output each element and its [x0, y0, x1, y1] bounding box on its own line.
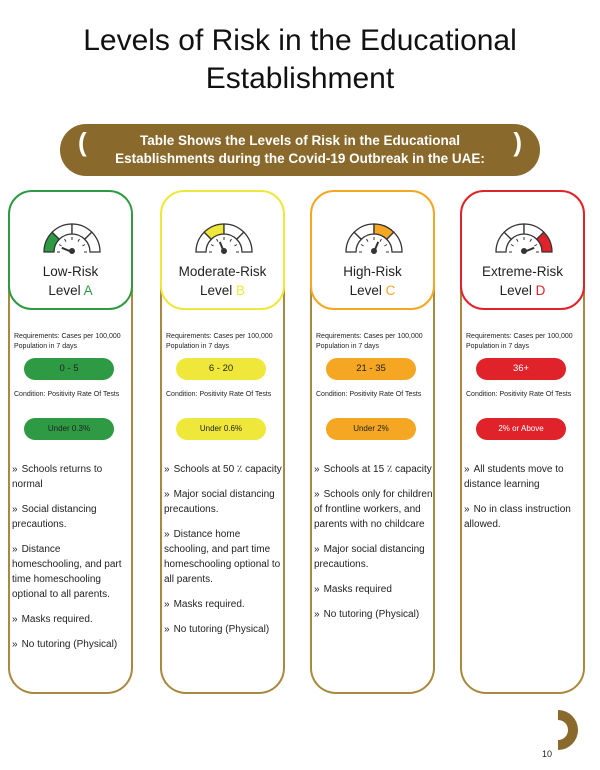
measure-text: No tutoring (Physical)	[21, 639, 118, 650]
measure-text: Major social distancing precautions.	[164, 489, 275, 515]
case-range-pill: 0 - 5	[24, 358, 114, 380]
measure-item	[314, 462, 434, 477]
measure-item	[164, 462, 284, 477]
requirement-label: Requirements: Cases per 100,000 Population in 7 days	[316, 333, 423, 350]
left-bracket-icon: (	[78, 127, 87, 157]
measure-item	[314, 542, 434, 572]
measure-item	[12, 612, 132, 627]
title-line-1: Levels of Risk in the Educational	[83, 24, 517, 57]
level-letter: C	[385, 283, 396, 298]
risk-level-label	[162, 262, 283, 300]
measure-item	[164, 622, 284, 637]
condition-label: Condition: Positivity Rate Of Tests	[466, 391, 572, 398]
measure-item	[12, 462, 132, 492]
condition-label: Condition: Positivity Rate Of Tests	[316, 391, 422, 398]
risk-level-label	[462, 262, 583, 300]
case-range-pill: 21 - 35	[326, 358, 416, 380]
bullet-chevron-icon: »	[314, 544, 320, 555]
bullet-chevron-icon: »	[164, 489, 170, 500]
level-letter: B	[236, 283, 246, 298]
bullet-chevron-icon: »	[12, 614, 18, 625]
risk-level-label	[312, 262, 433, 300]
measures-list	[12, 462, 132, 662]
risk-level-card	[160, 190, 285, 310]
condition-label: Condition: Positivity Rate Of Tests	[14, 391, 120, 398]
risk-level-card	[8, 190, 133, 310]
risk-level-card	[310, 190, 435, 310]
positivity-rate-pill: Under 0.6%	[176, 418, 266, 440]
measure-item	[314, 487, 434, 532]
risk-level-line	[162, 281, 283, 300]
measure-item	[164, 597, 284, 612]
risk-level-card	[460, 190, 585, 310]
bullet-chevron-icon: »	[314, 609, 320, 620]
level-letter: D	[535, 283, 546, 298]
measure-item	[164, 527, 284, 587]
risk-level-line	[462, 281, 583, 300]
measure-item	[314, 582, 434, 597]
condition-label: Condition: Positivity Rate Of Tests	[166, 391, 272, 398]
page-number: 10	[541, 749, 552, 759]
level-word: Level	[48, 283, 81, 298]
positivity-rate-pill: 2% or Above	[476, 418, 566, 440]
title-line-2: Establishment	[205, 62, 395, 95]
risk-level-label	[10, 262, 131, 300]
case-range-pill: 6 - 20	[176, 358, 266, 380]
risk-level-line	[10, 281, 131, 300]
bullet-chevron-icon: »	[164, 529, 170, 540]
measure-text: Major social distancing precautions.	[314, 544, 425, 570]
measure-text: No tutoring (Physical)	[323, 609, 420, 620]
measure-text: Schools at 50 ٪ capacity	[173, 464, 282, 475]
corner-arc-icon	[556, 708, 582, 752]
risk-level-line	[312, 281, 433, 300]
measure-text: Social distancing precautions.	[12, 504, 97, 530]
bullet-chevron-icon: »	[464, 464, 470, 475]
bullet-chevron-icon: »	[164, 599, 170, 610]
measure-text: Masks required.	[21, 614, 93, 625]
bullet-chevron-icon: »	[12, 639, 18, 650]
positivity-rate-pill: Under 0.3%	[24, 418, 114, 440]
measure-text: Schools returns to normal	[12, 464, 103, 490]
speedometer-low-icon	[42, 220, 102, 254]
measure-item	[314, 607, 434, 622]
measures-list	[314, 462, 434, 632]
measure-item	[12, 502, 132, 532]
bullet-chevron-icon: »	[164, 464, 170, 475]
level-word: Level	[499, 283, 532, 298]
case-range-pill: 36+	[476, 358, 566, 380]
speedometer-high-icon	[344, 220, 404, 254]
measure-text: Distance home schooling, and part time homeschooling optional to all parents.	[164, 529, 281, 585]
measure-text: No tutoring (Physical)	[173, 624, 270, 635]
bullet-chevron-icon: »	[164, 624, 170, 635]
page-title	[0, 22, 600, 98]
measure-item	[12, 542, 132, 602]
measure-text: Schools at 15 ٪ capacity	[323, 464, 432, 475]
risk-name: High-Risk	[343, 264, 402, 279]
table-banner	[60, 124, 540, 176]
measure-item	[464, 502, 584, 532]
measure-text: Masks required.	[173, 599, 245, 610]
measure-text: All students move to distance learning	[464, 464, 564, 490]
bullet-chevron-icon: »	[314, 489, 320, 500]
measure-item	[164, 487, 284, 517]
requirement-label: Requirements: Cases per 100,000 Population in 7 days	[466, 333, 573, 350]
risk-name: Low-Risk	[42, 264, 99, 279]
bullet-chevron-icon: »	[12, 464, 18, 475]
measure-item	[464, 462, 584, 492]
right-bracket-icon: )	[513, 127, 522, 157]
bullet-chevron-icon: »	[314, 464, 320, 475]
level-letter: A	[83, 283, 93, 298]
measure-text: Masks required	[323, 584, 392, 595]
bullet-chevron-icon: »	[464, 504, 470, 515]
measure-text: No in class instruction allowed.	[464, 504, 571, 530]
risk-name: Extreme-Risk	[481, 264, 563, 279]
requirement-label: Requirements: Cases per 100,000 Population in 7 days	[166, 333, 273, 350]
measures-list	[164, 462, 284, 647]
level-word: Level	[349, 283, 382, 298]
speedometer-moderate-icon	[194, 220, 254, 254]
measure-item	[12, 637, 132, 652]
measures-list	[464, 462, 584, 542]
bullet-chevron-icon: »	[12, 544, 18, 555]
positivity-rate-pill: Under 2%	[326, 418, 416, 440]
risk-name: Moderate-Risk	[178, 264, 267, 279]
bullet-chevron-icon: »	[314, 584, 320, 595]
speedometer-extreme-icon	[494, 220, 554, 254]
requirement-label: Requirements: Cases per 100,000 Population in 7 days	[14, 333, 121, 350]
level-word: Level	[199, 283, 233, 298]
banner-line-2: Establishments during the Covid-19 Outbreak in the UAE:	[115, 151, 485, 166]
measure-text: Schools only for children of frontline workers, and parents with no childcare	[314, 489, 433, 530]
bullet-chevron-icon: »	[12, 504, 18, 515]
banner-line-1: Table Shows the Levels of Risk in the Educational	[139, 133, 461, 148]
measure-text: Distance homeschooling, and part time homeschooling optional to all parents.	[12, 544, 122, 600]
